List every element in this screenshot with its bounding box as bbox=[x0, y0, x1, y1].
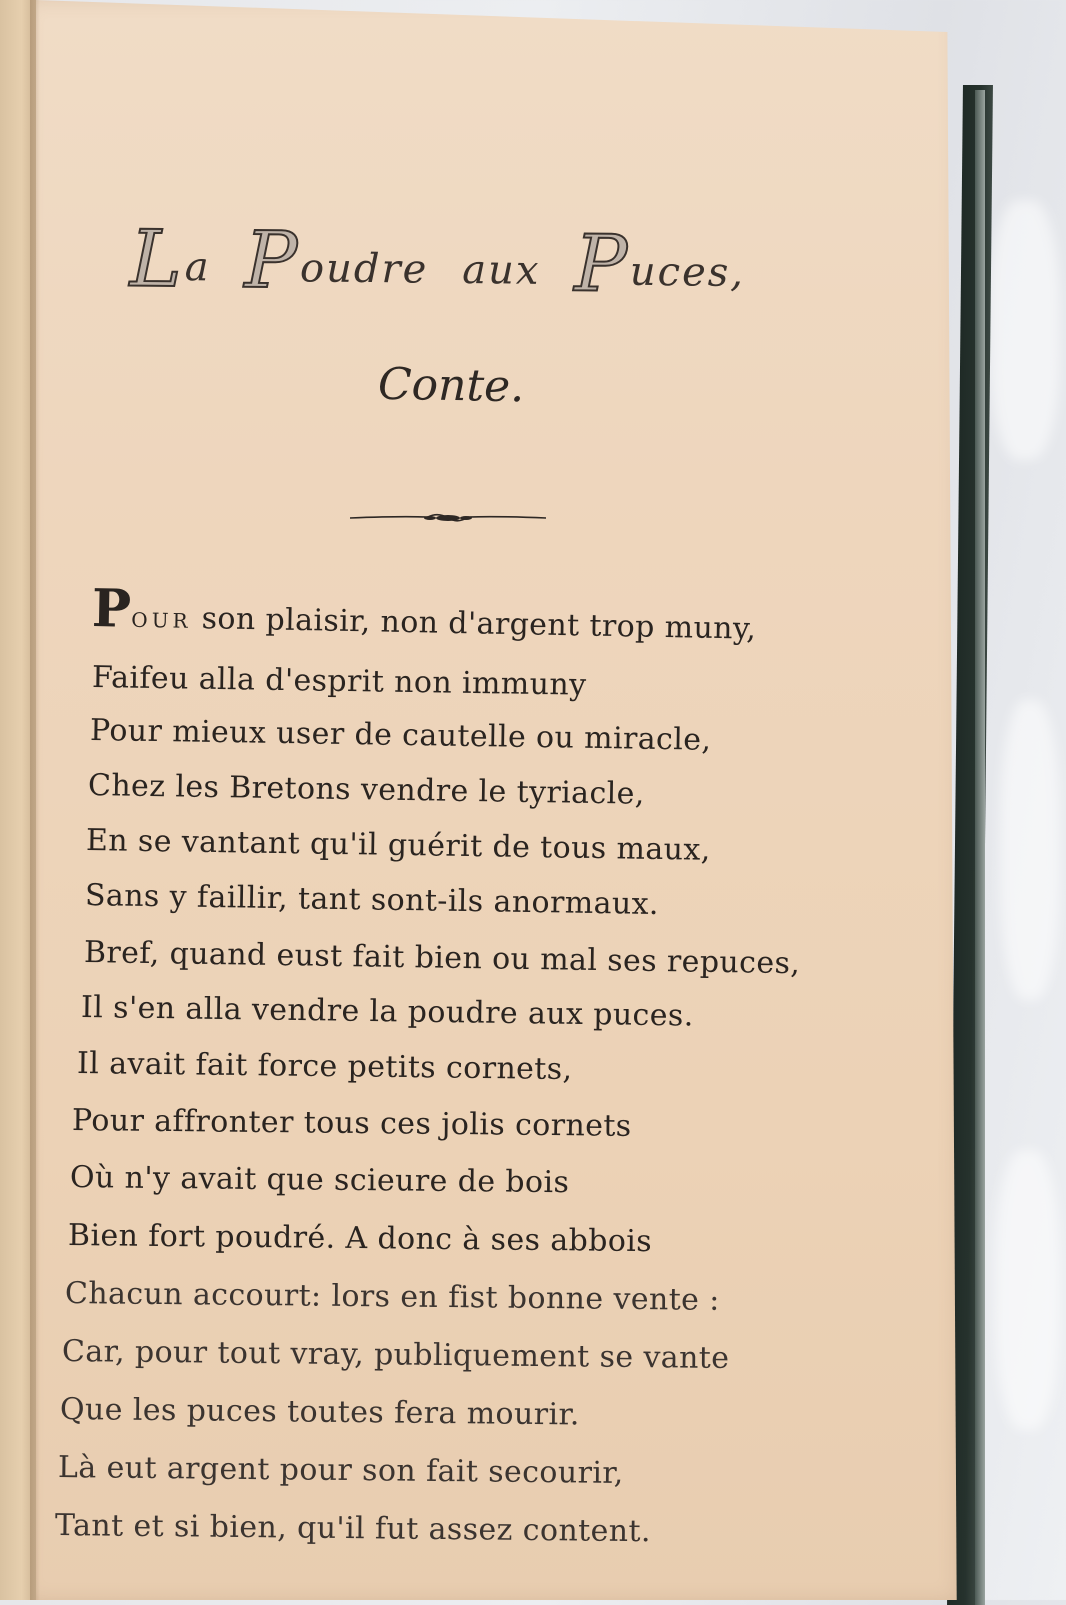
fabric-fold bbox=[995, 1150, 1060, 1430]
poem-line: En se vantant qu'il guérit de tous maux, bbox=[85, 823, 711, 868]
poem-line: Pour affronter tous ces jolis cornets bbox=[71, 1103, 632, 1144]
poem-line: Chez les Bretons vendre le tyriacle, bbox=[87, 768, 646, 812]
title-text-oudre: oudre bbox=[299, 245, 429, 293]
page-title bbox=[130, 215, 791, 312]
book-cover-highlight bbox=[975, 90, 985, 1605]
fabric-fold bbox=[1000, 700, 1060, 1000]
title-initial-p: P bbox=[244, 215, 301, 307]
drop-cap: P bbox=[91, 578, 133, 640]
first-word-smallcaps: OUR bbox=[131, 607, 192, 633]
title-comma: , bbox=[730, 249, 746, 296]
poem-line: Il s'en alla vendre la poudre aux puces. bbox=[80, 990, 694, 1034]
flourish-ornament-icon bbox=[348, 508, 548, 528]
poem-line: Où n'y avait que scieure de bois bbox=[69, 1160, 570, 1201]
page-subtitle: Conte. bbox=[377, 358, 525, 413]
poem-line: Tant et si bien, qu'il fut assez content. bbox=[54, 1508, 652, 1550]
title-initial-p2: P bbox=[574, 219, 631, 310]
poem-line: Il avait fait force petits cornets, bbox=[76, 1046, 573, 1088]
poem-line: Chacun accourt: lors en fist bonne vente : bbox=[64, 1276, 720, 1318]
gutter-shadow bbox=[30, 0, 40, 1600]
poem-line: Faifeu alla d'esprit non immuny bbox=[91, 660, 587, 703]
title-text-a: a bbox=[184, 244, 211, 291]
first-line-text: son plaisir, non d'argent trop muny, bbox=[201, 601, 757, 647]
poem-line: Pour mieux user de cautelle ou miracle, bbox=[89, 713, 712, 758]
title-initial-l: L bbox=[129, 214, 186, 306]
poem-line: Là eut argent pour son fait secourir, bbox=[57, 1450, 624, 1491]
poem-line: Que les puces toutes fera mourir. bbox=[59, 1392, 581, 1433]
poem-line: Bref, quand eust fait bien ou mal ses repuces, bbox=[83, 935, 801, 982]
title-text-aux: aux bbox=[462, 247, 541, 294]
poem-line: Bien fort poudré. A donc à ses abbois bbox=[67, 1218, 653, 1260]
fabric-fold bbox=[990, 200, 1060, 460]
poem-line: Car, pour tout vray, publiquement se vante bbox=[61, 1334, 730, 1376]
title-text-uces: uces bbox=[629, 248, 731, 296]
poem-line: Sans y faillir, tant sont-ils anormaux. bbox=[84, 878, 660, 923]
